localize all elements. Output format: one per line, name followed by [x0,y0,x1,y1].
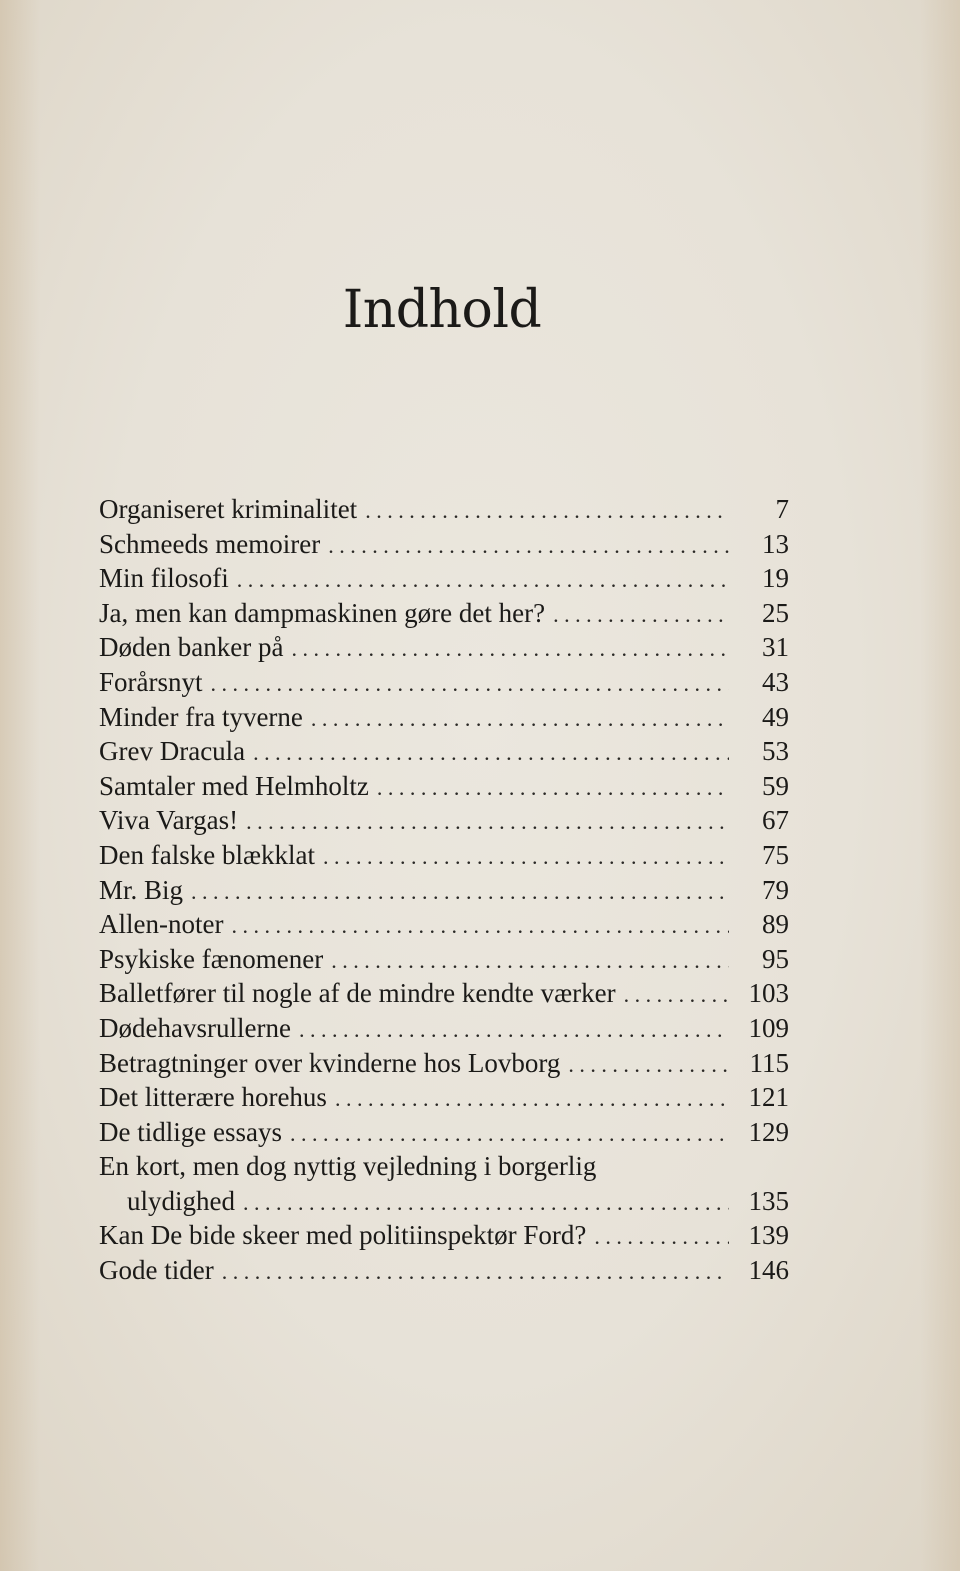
toc-entry [99,1115,789,1150]
table-of-contents [99,492,789,1288]
toc-entry-title: En kort, men dog nyttig vejledning i borgerlig [99,1151,597,1182]
toc-entry [99,838,789,873]
toc-entry [99,1218,789,1253]
toc-entry [99,630,789,665]
toc-entry-page: 19 [762,563,789,594]
dot-leader [222,1253,729,1290]
toc-entry-title: Gode tider [99,1255,214,1286]
dot-leader [323,838,729,875]
toc-entry [99,942,789,977]
toc-entry [99,1184,789,1219]
dot-leader [594,1218,729,1255]
toc-entry-title: Allen-noter [99,909,224,940]
toc-entry-page: 79 [762,874,789,905]
toc-entry [99,907,789,942]
dot-leader [231,907,729,944]
dot-leader [211,665,730,702]
toc-entry-page: 43 [762,666,789,697]
dot-leader [191,873,729,910]
dot-leader [377,769,729,806]
page-shadow-right [920,0,960,1571]
toc-entry-title: Psykiske fænomener [99,943,324,974]
toc-entry-title: Det litterære horehus [99,1082,327,1113]
dot-leader [299,1011,729,1048]
toc-entry [99,803,789,838]
dot-leader [290,1115,729,1152]
dot-leader [291,630,729,667]
dot-leader [246,803,729,840]
toc-entry-title: Ja, men kan dampmaskinen gøre det her? [99,597,546,628]
dot-leader [568,1046,729,1083]
toc-entry-page: 121 [748,1082,789,1113]
toc-entry-title: Balletfører til nogle af de mindre kendte værker [99,978,616,1009]
toc-entry-page: 31 [762,632,789,663]
dot-leader [237,561,729,598]
toc-entry-title: Dødehavsrullerne [99,1012,291,1043]
toc-entry-page: 75 [762,839,789,870]
toc-entry [99,976,789,1011]
dot-leader [365,492,729,529]
toc-entry-title: Kan De bide skeer med politiinspektør Ford? [99,1220,587,1251]
toc-entry-page: 7 [775,494,789,524]
toc-entry-title: Min filosofi [99,563,229,594]
dot-leader [553,596,729,633]
dot-leader [335,1080,729,1117]
toc-entry-page: 146 [748,1255,789,1286]
toc-entry-page: 115 [749,1047,789,1078]
toc-entry [99,596,789,631]
dot-leader [311,700,729,737]
toc-entry [99,769,789,804]
toc-entry-title: Organiseret kriminalitet [99,494,358,524]
toc-entry-page: 109 [748,1012,789,1043]
toc-entry [99,492,789,527]
toc-entry-title: Betragtninger over kvinderne hos Lovborg [99,1047,561,1078]
toc-entry-page: 129 [748,1116,789,1147]
toc-entry [99,1046,789,1081]
dot-leader [253,734,729,771]
page-title: Indhold [342,280,542,340]
dot-leader [624,976,729,1013]
toc-entry-title: Samtaler med Helmholtz [99,770,369,801]
toc-entry-page: 95 [762,943,789,974]
toc-entry [99,873,789,908]
toc-entry [99,1253,789,1288]
toc-entry-title: Forårsnyt [99,666,203,697]
page-shadow-left [0,0,40,1571]
toc-entry-title: Viva Vargas! [99,805,239,836]
toc-entry-title-continued: ulydighed [127,1185,235,1216]
toc-entry [99,561,789,596]
toc-entry [99,700,789,735]
toc-entry-title: Schmeeds memoirer [99,528,321,559]
toc-entry-page: 135 [748,1185,789,1216]
toc-entry-page: 49 [762,701,789,732]
toc-entry [99,665,789,700]
toc-entry [99,734,789,769]
toc-entry-page: 103 [748,978,789,1009]
toc-entry-page: 89 [762,909,789,940]
toc-entry-title: Den falske blækklat [99,839,315,870]
dot-leader [328,527,729,564]
toc-entry-page: 139 [748,1220,789,1251]
toc-entry [99,1011,789,1046]
dot-leader [331,942,729,979]
toc-entry-title: Døden banker på [99,632,284,663]
toc-entry [99,527,789,562]
toc-entry-page: 13 [762,528,789,559]
toc-entry-first-line [99,1149,789,1184]
toc-entry-title: Grev Dracula [99,736,246,767]
toc-entry-title: Minder fra tyverne [99,701,303,732]
dot-leader [243,1184,729,1221]
toc-entry-title: De tidlige essays [99,1116,282,1147]
toc-entry-page: 53 [762,736,789,767]
toc-entry [99,1080,789,1115]
toc-entry-page: 67 [762,805,789,836]
toc-entry-title: Mr. Big [99,874,184,905]
toc-entry-page: 59 [762,770,789,801]
toc-entry-page: 25 [762,597,789,628]
